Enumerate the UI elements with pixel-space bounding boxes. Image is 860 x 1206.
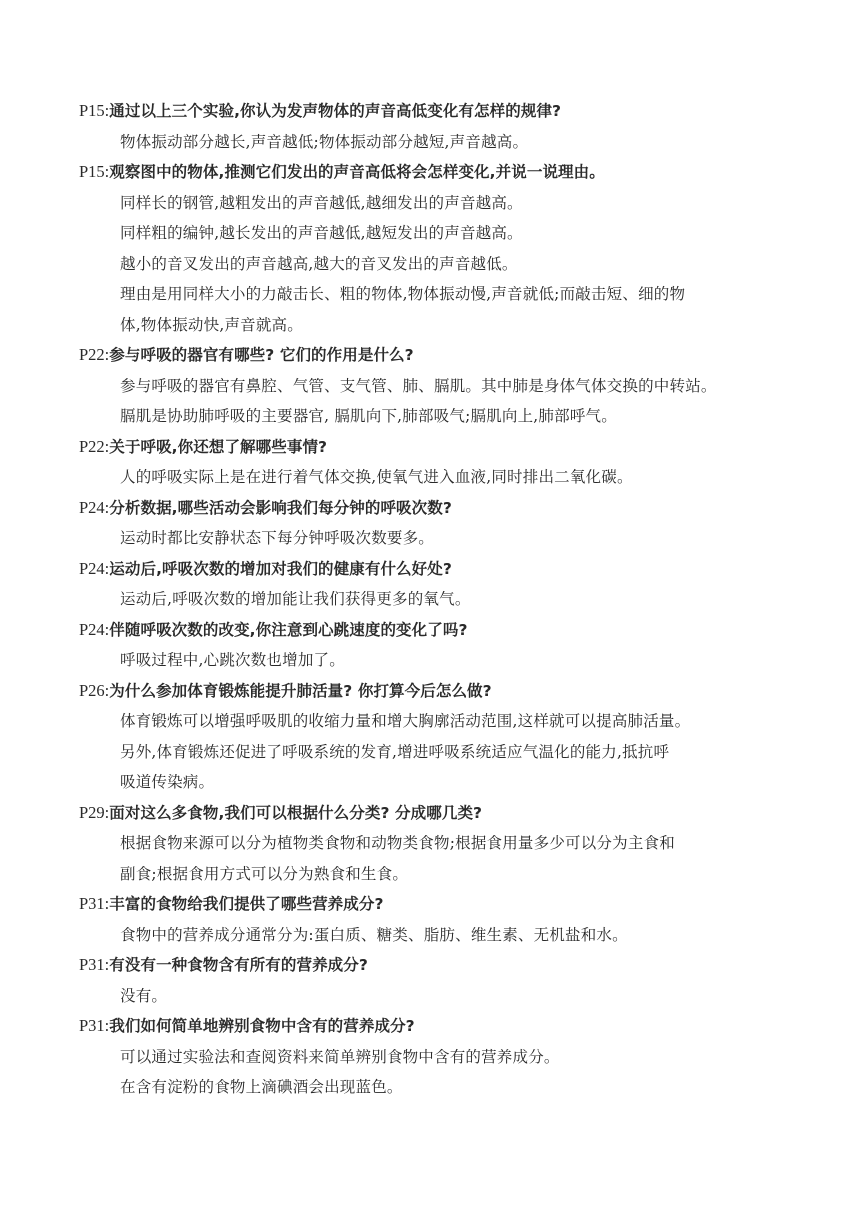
question-line	[79, 96, 799, 127]
question-line	[79, 493, 799, 524]
page-reference: P26:	[79, 680, 110, 700]
page-reference: P31:	[79, 894, 110, 913]
question-text: 观察图中的物体,推测它们发出的声音高低将会怎样变化,并说一说理由。	[109, 163, 605, 181]
question-text: 面对这么多食物,我们可以根据什么分类? 分成哪几类?	[109, 803, 483, 822]
question-text: 参与呼吸的器官有哪些? 它们的作用是什么?	[109, 346, 414, 364]
question-line	[79, 889, 799, 920]
page-reference: P22:	[79, 436, 110, 456]
question-line	[79, 432, 799, 463]
answer-line: 呼吸过程中,心跳次数也增加了。	[120, 651, 345, 669]
question-text: 关于呼吸,你还想了解哪些事情?	[109, 437, 328, 456]
page-reference: P15:	[79, 162, 110, 181]
answer-line: 体育锻炼可以增强呼吸肌的收缩力量和增大胸廓活动范围,这样就可以提高肺活量。	[120, 712, 691, 730]
answer-line: 同样粗的编钟,越长发出的声音越低,越短发出的声音越高。	[120, 224, 523, 242]
question-text: 通过以上三个实验,你认为发声物体的声音高低变化有怎样的规律?	[109, 102, 562, 120]
page-reference: P29:	[79, 802, 110, 822]
qa-list	[79, 96, 799, 1103]
question-text: 运动后,呼吸次数的增加对我们的健康有什么好处?	[109, 559, 452, 578]
page-reference: P31:	[79, 955, 110, 974]
page-reference: P24:	[79, 619, 110, 639]
answer-line: 理由是用同样大小的力敲击长、粗的物体,物体振动慢,声音就低;而敲击短、细的物	[120, 285, 686, 303]
answer-line: 同样长的钢管,越粗发出的声音越低,越细发出的声音越高。	[120, 193, 523, 212]
answer-line: 膈肌是协助肺呼吸的主要器官, 膈肌向下,肺部吸气;膈肌向上,肺部呼气。	[120, 407, 617, 425]
answer-line: 另外,体育锻炼还促进了呼吸系统的发育,增进呼吸系统适应气温化的能力,抵抗呼	[120, 742, 670, 761]
answer-line: 参与呼吸的器官有鼻腔、气管、支气管、肺、膈肌。其中肺是身体气体交换的中转站。	[120, 376, 717, 395]
answer-line: 运动后,呼吸次数的增加能让我们获得更多的氧气。	[120, 590, 471, 608]
question-line	[79, 676, 799, 707]
question-line	[79, 157, 799, 188]
answer-line: 人的呼吸实际上是在进行着气体交换,使氧气进入血液,同时排出二氧化碳。	[120, 468, 633, 486]
question-text: 我们如何简单地辨别食物中含有的营养成分?	[109, 1017, 415, 1035]
question-line	[79, 554, 799, 585]
answer-line: 没有。	[120, 986, 168, 1005]
answer-line: 越小的音叉发出的声音越高,越大的音叉发出的声音越低。	[120, 254, 518, 273]
answer-line: 根据食物来源可以分为植物类食物和动物类食物;根据食用量多少可以分为主食和	[120, 834, 675, 852]
answer-line: 副食;根据食用方式可以分为熟食和生食。	[120, 864, 409, 883]
page-reference: P31:	[79, 1016, 110, 1035]
question-line	[79, 340, 799, 371]
answer-line: 食物中的营养成分通常分为:蛋白质、糖类、脂肪、维生素、无机盐和水。	[120, 925, 628, 944]
answer-line: 运动时都比安静状态下每分钟呼吸次数要多。	[120, 529, 435, 547]
question-text: 丰富的食物给我们提供了哪些营养成分?	[109, 895, 384, 913]
answer-line: 吸道传染病。	[120, 773, 215, 791]
question-line	[79, 1011, 799, 1042]
question-text: 为什么参加体育锻炼能提升肺活量? 你打算今后怎么做?	[109, 681, 492, 700]
question-text: 有没有一种食物含有所有的营养成分?	[109, 956, 368, 974]
question-text: 分析数据,哪些活动会影响我们每分钟的呼吸次数?	[109, 498, 452, 517]
question-line	[79, 615, 799, 646]
page-reference: P15:	[79, 101, 110, 120]
page-reference: P22:	[79, 345, 110, 364]
answer-line: 在含有淀粉的食物上滴碘酒会出现蓝色。	[120, 1078, 403, 1096]
page-reference: P24:	[79, 497, 110, 517]
question-line	[79, 798, 799, 829]
answer-line: 物体振动部分越长,声音越低;物体振动部分越短,声音越高。	[120, 132, 529, 151]
page-reference: P24:	[79, 558, 110, 578]
question-line	[79, 950, 799, 981]
question-text: 伴随呼吸次数的改变,你注意到心跳速度的变化了吗?	[109, 620, 468, 639]
answer-line: 可以通过实验法和查阅资料来简单辨别食物中含有的营养成分。	[120, 1047, 560, 1066]
answer-line: 体,物体振动快,声音就高。	[120, 315, 303, 334]
